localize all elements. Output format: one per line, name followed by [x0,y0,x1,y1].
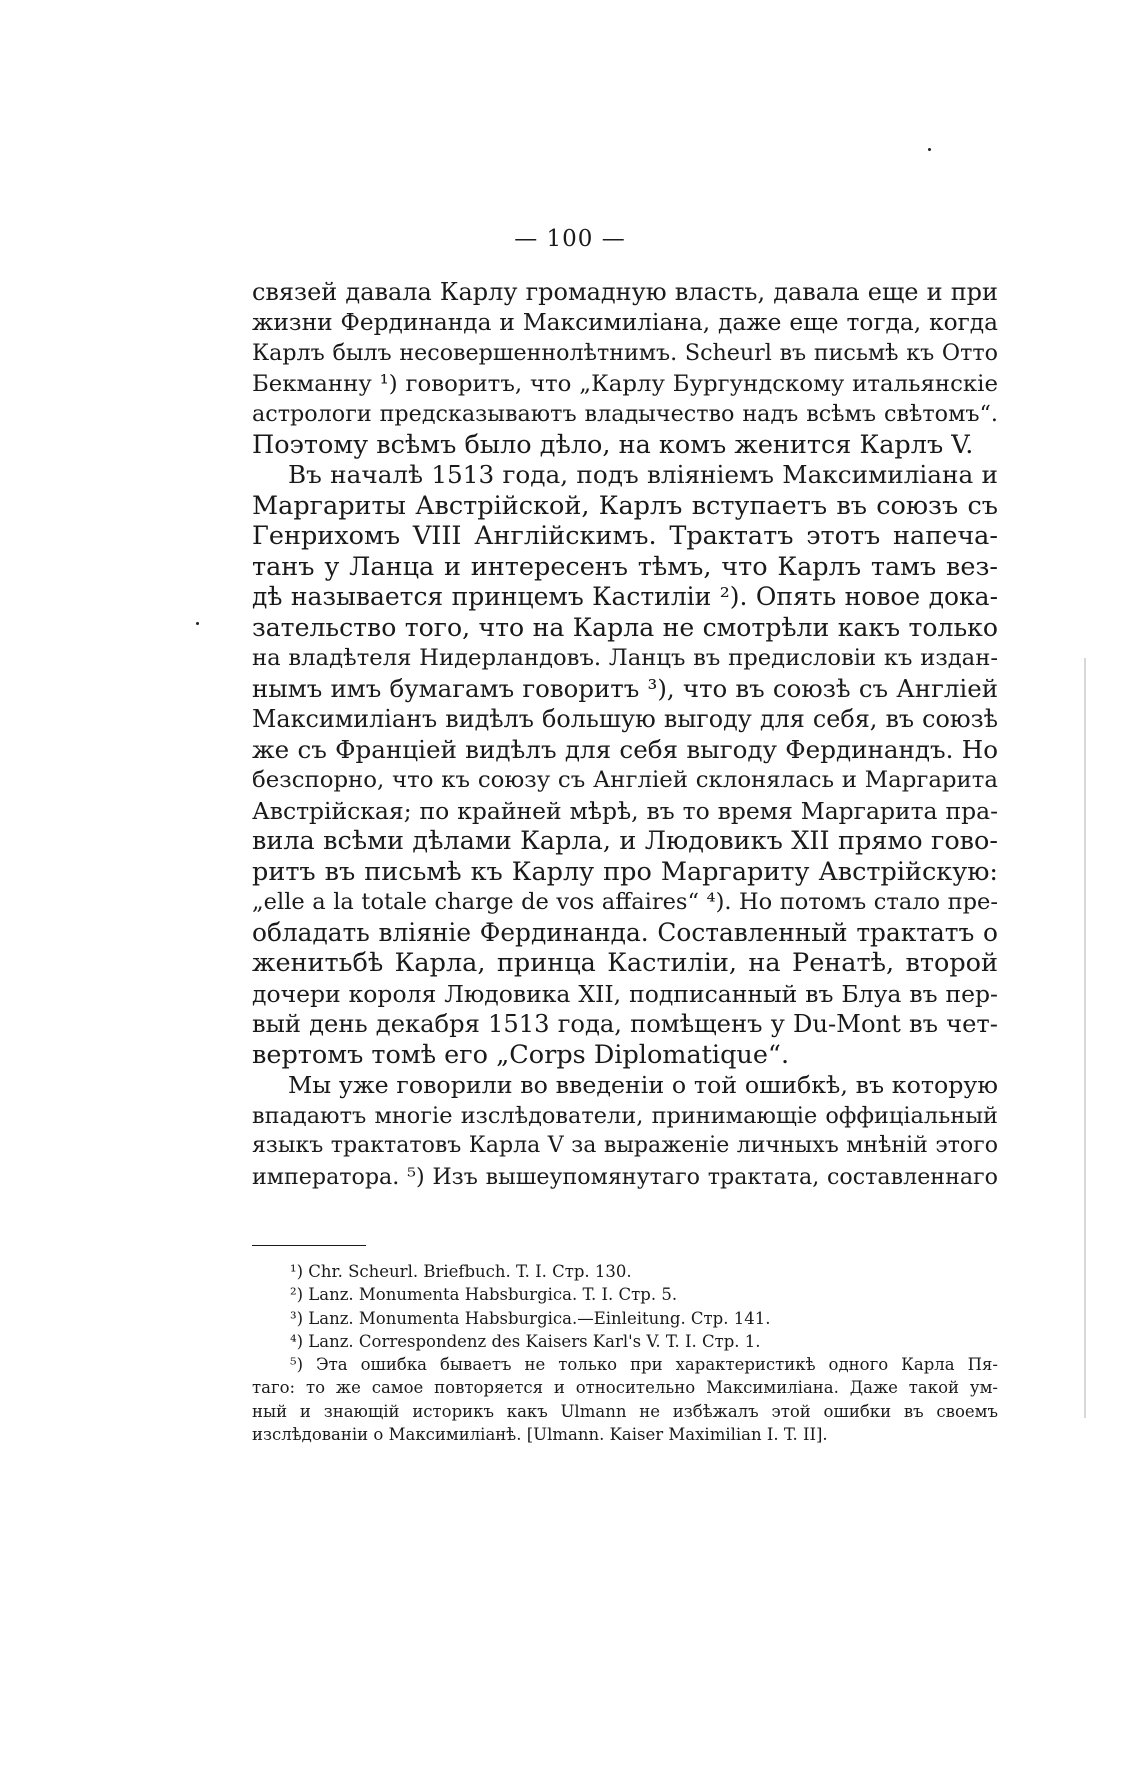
text-line: вый день декабря 1513 года, помѣщенъ у Du-Mont въ чет- [252,1010,998,1038]
text-line: Маргариты Австрійской, Карлъ вступаетъ въ союзъ съ [252,490,998,521]
footnote-5-continued: изслѣдованіи о Максимиліанѣ. [Ulmann. Kaiser Maximilian I. T. II]. [252,1425,828,1445]
footnote-5: ⁵) Эта ошибка бываетъ не только при характеристикѣ одного Карла Пя- [290,1355,998,1375]
text-line: императора. ⁵) Изъ вышеупомянутаго трактата, составленнаго [252,1163,998,1190]
footnote-5-continued: таго: то же самое повторяется и относительно Максимиліана. Даже такой ум- [252,1378,998,1398]
text-line: дѣ называется принцемъ Кастиліи ²). Опять новое дока- [252,582,998,611]
text-line: Поэтому всѣмъ было дѣло, на комъ женится Карлъ V. [252,429,974,460]
text-line: Бекманну ¹) говоритъ, что „Карлу Бургундскому итальянскіе [252,370,998,397]
footnote-2: ²) Lanz. Monumenta Habsburgica. T. I. Стр. 5. [290,1285,678,1305]
print-speck [196,622,199,625]
text-line: безспорно, что къ союзу съ Англіей склонялась и Маргарита [252,767,998,793]
text-line: языкъ трактатовъ Карла V за выраженіе личныхъ мнѣній этого [252,1133,998,1158]
text-line: Въ началѣ 1513 года, подъ вліяніемъ Максимиліана и [288,460,998,489]
text-line: Австрійская; по крайней мѣрѣ, въ то время Маргарита пра- [252,796,998,825]
text-line: астрологи предсказываютъ владычество надъ всѣмъ свѣтомъ“. [252,401,998,427]
text-line: на владѣтеля Нидерландовъ. Ланцъ въ предисловіи къ издан- [252,645,998,671]
text-line: обладать вліяніе Фердинанда. Составленный трактатъ о [252,917,998,947]
footnote-3: ³) Lanz. Monumenta Habsburgica.—Einleitung. Стр. 141. [290,1308,771,1328]
text-line: вертомъ томѣ его „Corps Diplomatique“. [252,1039,790,1070]
scan-margin-shadow [1084,658,1086,1418]
print-speck [928,148,931,151]
footnote-separator [252,1245,366,1246]
text-line: ритъ въ письмѣ къ Карлу про Маргариту Австрійскую: [252,856,998,887]
text-line: вила всѣми дѣлами Карла, и Людовикъ XII прямо гово- [252,826,998,856]
text-line: дочери короля Людовика XII, подписанный въ Блуа въ пер- [252,979,998,1008]
page-number: — 100 — [514,226,626,252]
text-line: Мы уже говорили во введеніи о той ошибкѣ, въ которую [288,1071,998,1099]
text-line: жизни Фердинанда и Максимиліана, даже еще тогда, когда [252,308,998,336]
text-line: Карлъ былъ несовершеннолѣтнимъ. Scheurl въ письмѣ къ Отто [252,340,998,366]
text-line: связей давала Карлу громадную власть, давала еще и при [252,278,998,306]
text-line: же съ Франціей видѣлъ для себя выгоду Фердинандъ. Но [252,734,998,764]
footnote-1: ¹) Chr. Scheurl. Briefbuch. T. I. Стр. 130. [290,1262,632,1281]
main-text [252,277,998,1192]
text-line: Генрихомъ VIII Англійскимъ. Трактатъ этотъ напеча- [252,521,998,551]
footnotes [252,1260,998,1446]
text-line: танъ у Ланца и интересенъ тѣмъ, что Карлъ тамъ вез- [252,551,998,582]
text-line: Максимиліанъ видѣлъ большую выгоду для себя, въ союзѣ [252,705,998,733]
footnote-5-continued: ный и знающій историкъ какъ Ulmann не избѣжалъ этой ошибки въ своемъ [252,1401,998,1421]
text-line: „elle a la totale charge de vos affaires“ ⁴). Но потомъ стало пре- [252,889,998,915]
footnote-4: ⁴) Lanz. Correspondenz des Kaisers Karl's V. T. I. Стр. 1. [290,1331,761,1351]
text-line: зательство того, что на Карла не смотрѣли какъ только [252,612,998,642]
text-line: женитьбѣ Карла, принца Кастиліи, на Ренатѣ, второй [252,948,998,978]
text-line: впадаютъ многіе изслѣдователи, принимающіе оффиціальный [252,1102,998,1129]
text-line: нымъ имъ бумагамъ говоритъ ³), что въ союзѣ съ Англіей [252,673,998,703]
